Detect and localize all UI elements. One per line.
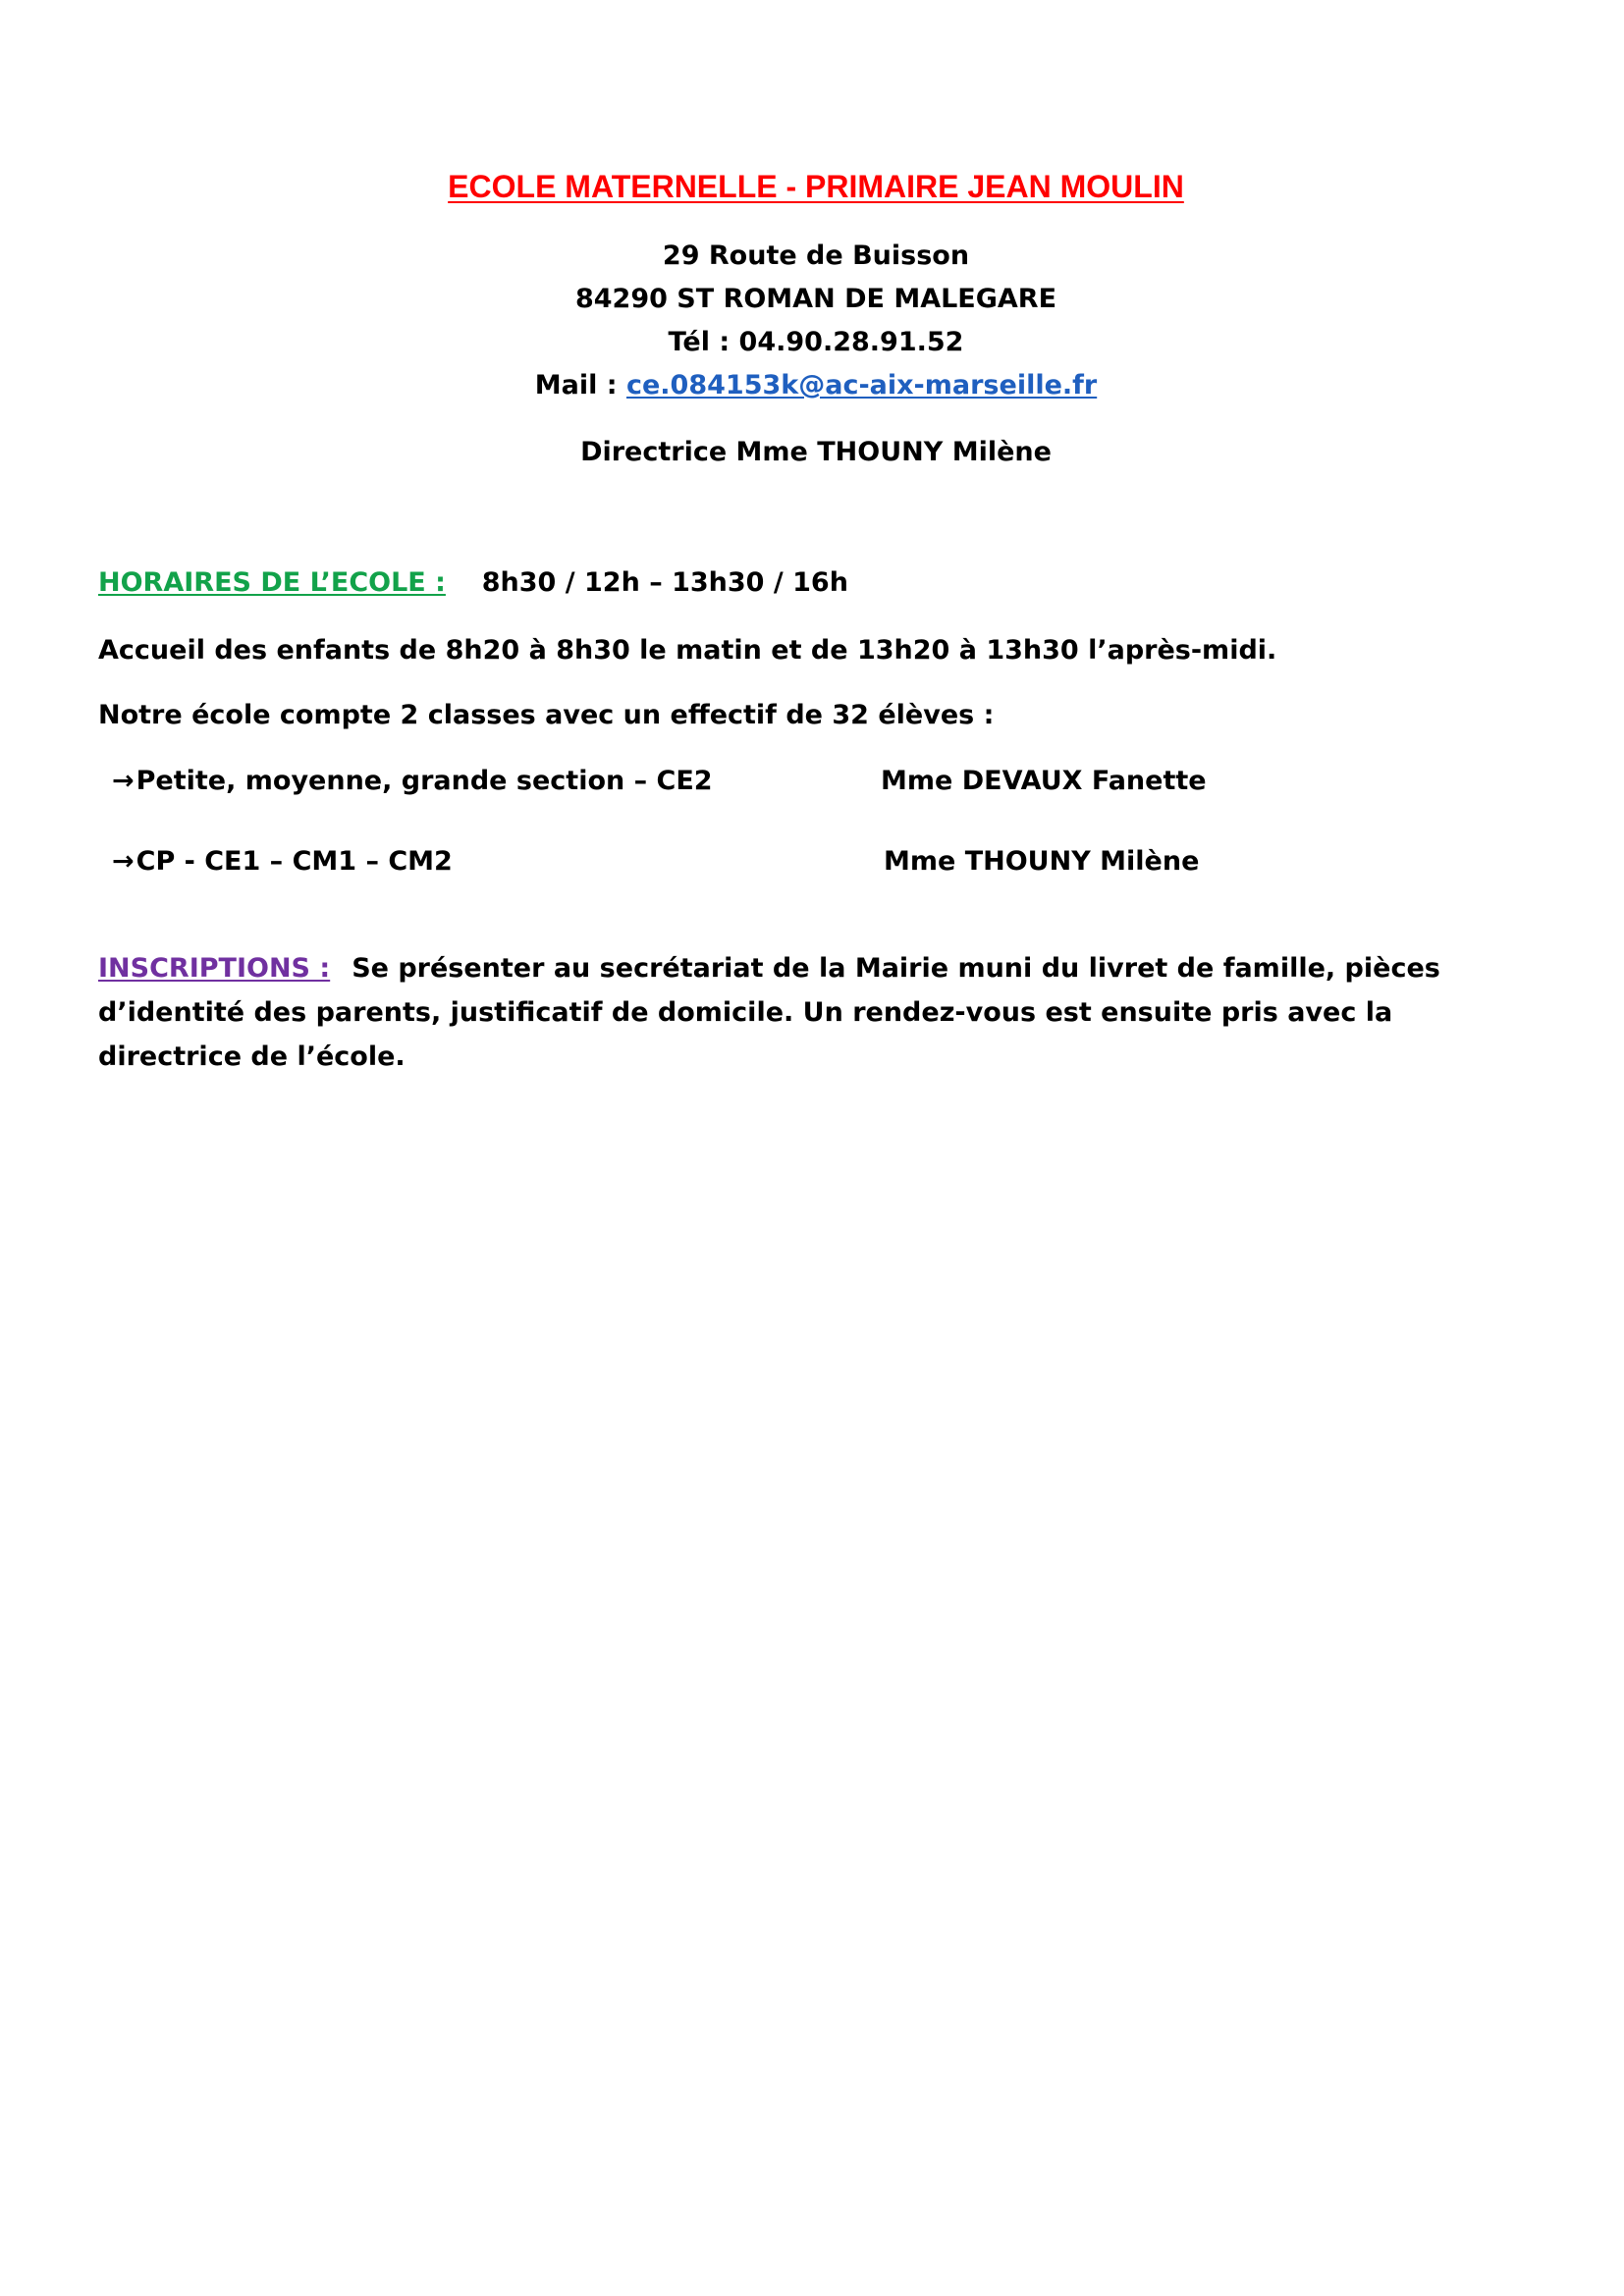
class-levels: Petite, moyenne, grande section – CE2 [135,766,713,796]
schedule-line [98,567,848,598]
class-levels: CP - CE1 – CM1 – CM2 [135,846,453,877]
school-title: ECOLE MATERNELLE - PRIMAIRE JEAN MOULIN [448,169,1184,204]
class-row-2-teacher: Mme THOUNY Milène [884,846,1200,877]
arrow-icon: → [112,766,135,796]
classes-intro: Notre école compte 2 classes avec un effectif de 32 élèves : [98,700,995,730]
mail-label: Mail : [534,370,626,400]
inscriptions-paragraph [98,946,1532,1079]
arrow-icon: → [112,846,135,877]
phone-line: Tél : 04.90.28.91.52 [668,327,964,357]
mail-link[interactable]: ce.084153k@ac-aix-marseille.fr [625,370,1098,400]
inscriptions-text: Se présenter au secrétariat de la Mairie muni du livret de famille, pièces d’identité des parents, justificatif de domicile. Un rendez-vous est ensuite pris avec la directrice de l’école. [98,953,1440,1072]
mail-line [0,370,1624,400]
address-line-1: 29 Route de Buisson [662,240,970,271]
schedule-hours: 8h30 / 12h – 13h30 / 16h [481,567,848,598]
director-line: Directrice Mme THOUNY Milène [580,437,1052,467]
schedule-heading: HORAIRES DE L’ECOLE : [98,567,446,598]
address-line-2: 84290 ST ROMAN DE MALEGARE [574,284,1057,314]
inscriptions-heading: INSCRIPTIONS : [98,953,331,984]
class-row-1-levels [112,766,713,796]
class-row-1-teacher: Mme DEVAUX Fanette [881,766,1207,796]
class-row-2-levels [112,846,453,877]
welcome-line: Accueil des enfants de 8h20 à 8h30 le matin et de 13h20 à 13h30 l’après-midi. [98,635,1277,666]
